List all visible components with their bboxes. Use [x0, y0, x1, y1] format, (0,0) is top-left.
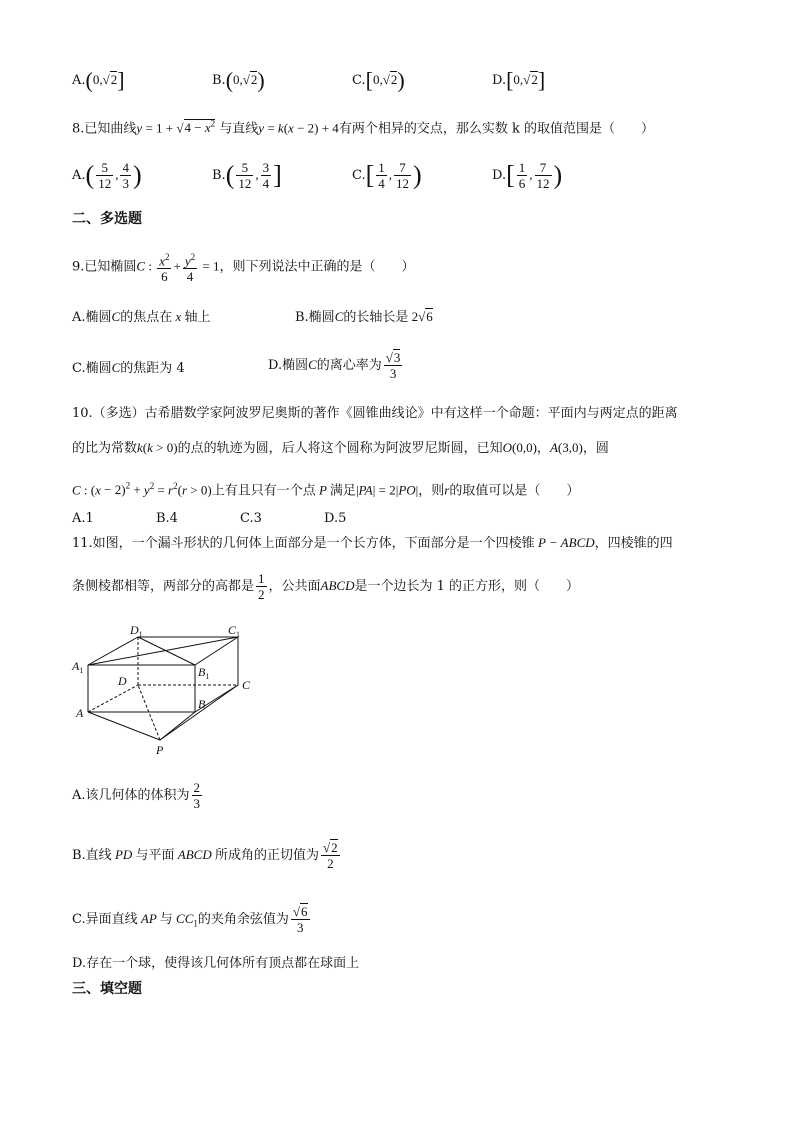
diag-d1-b1 — [138, 637, 195, 665]
q8-option-c: C.[ $\frac{1}{4}$ , $\frac{7}{12}$ ) — [352, 160, 422, 191]
q11-line1: 11.如图，一个漏斗形状的几何体上面部分是一个长方体，下面部分是一个四棱锥 P − ABCD，四棱锥的四 — [72, 535, 673, 551]
q10-line3: C : $(x - 2)^2 + y^2 = r^2(r > 0)$上有且只有一个点 P 满足|PA| = 2|PO|，则r的取值可以是（ ） — [72, 481, 580, 499]
q7-option-c: C.[0,√2) — [352, 67, 405, 93]
label-a: A — [76, 706, 84, 720]
q9-option-c: C.椭圆C的焦距为 4 — [72, 360, 185, 376]
q11-geometry-figure — [70, 620, 260, 760]
q11-option-d: D.存在一个球，使得该几何体所有顶点都在球面上 — [72, 956, 360, 971]
q8-option-a: A.( $\frac{5}{12}$ , $\frac{4}{3}$ ) — [72, 160, 142, 191]
q9-option-b: B.椭圆C的长轴长是 2√6 — [295, 309, 433, 325]
q8-option-b: B.( $\frac{5}{12}$ , $\frac{3}{4}$ ] — [212, 160, 282, 191]
edge-p-a — [88, 712, 160, 740]
q9-option-d: D.椭圆C的离心率为 $\frac{√3}{3}$ — [268, 350, 401, 381]
section-title-fill-in: 三、填空题 — [72, 981, 142, 997]
q11-option-a: A.该几何体的体积为 $\frac{2}{3}$ — [72, 780, 201, 811]
q7-option-d: D.[0,√2] — [492, 67, 546, 93]
q9-option-a: A.椭圆C的焦点在 x 轴上 — [72, 309, 211, 325]
q7-option-a: A.(0,√2] — [72, 67, 125, 93]
section-title-multiple-choice: 二、多选题 — [72, 211, 142, 227]
q11-option-b: B.直线 PD 与平面 ABCD 所成角的正切值为 $\frac{√2}{2}$ — [72, 840, 338, 871]
label-d: D — [118, 674, 127, 688]
q10-option-d: D.5 — [324, 511, 347, 526]
q10-option-c: C.3 — [240, 511, 262, 526]
q10-option-b: B.4 — [156, 511, 178, 526]
edge-a-d — [88, 685, 138, 712]
q8-option-d: D.[ $\frac{1}{6}$ , $\frac{7}{12}$ ) — [492, 160, 563, 191]
q10-line2: 的比为常数k(k > 0)的点的轨迹为圆，后人将这个圆称为阿波罗尼斯圆，已知O(0,0)，A(3,0)，圆 — [72, 440, 609, 456]
label-b1: $B_1$ — [198, 665, 210, 681]
label-c: C — [242, 678, 251, 692]
q9-stem: 9.已知椭圆C : $\frac{x^2}{6}$ + $\frac{y^2}{4}$ = 1，则下列说法中正确的是（ ） — [72, 252, 415, 285]
label-a1: $A_1$ — [72, 659, 84, 675]
q8-stem: 8.已知曲线$y = 1 + √4 - x^2$ 与直线y = k(x − 2) + 4有两个相异的交点，那么实数 k 的取值范围是（ ） — [72, 119, 654, 137]
q11-line2: 条侧棱都相等，两部分的高都是 $\frac{1}{2}$ ，公共面ABCD是一个边长为 1 的正方形，则（ ） — [72, 571, 580, 602]
q11-option-c: C.异面直线 AP 与 $CC_1$的夹角余弦值为 $\frac{√6}{3}$ — [72, 904, 308, 935]
label-b: B — [198, 697, 206, 711]
label-c1: $C_1$ — [228, 623, 241, 639]
label-p: P — [156, 743, 164, 757]
label-d1: $D_1$ — [130, 623, 143, 639]
q10-option-a: A.1 — [72, 511, 94, 526]
diag-a1-c1 — [88, 637, 238, 665]
q10-line1: 10.（多选）古希腊数学家阿波罗尼奥斯的著作《圆锥曲线论》中有这样一个命题：平面内与两定点的距离 — [72, 406, 678, 421]
q7-option-b: B.(0,√2) — [212, 67, 265, 93]
